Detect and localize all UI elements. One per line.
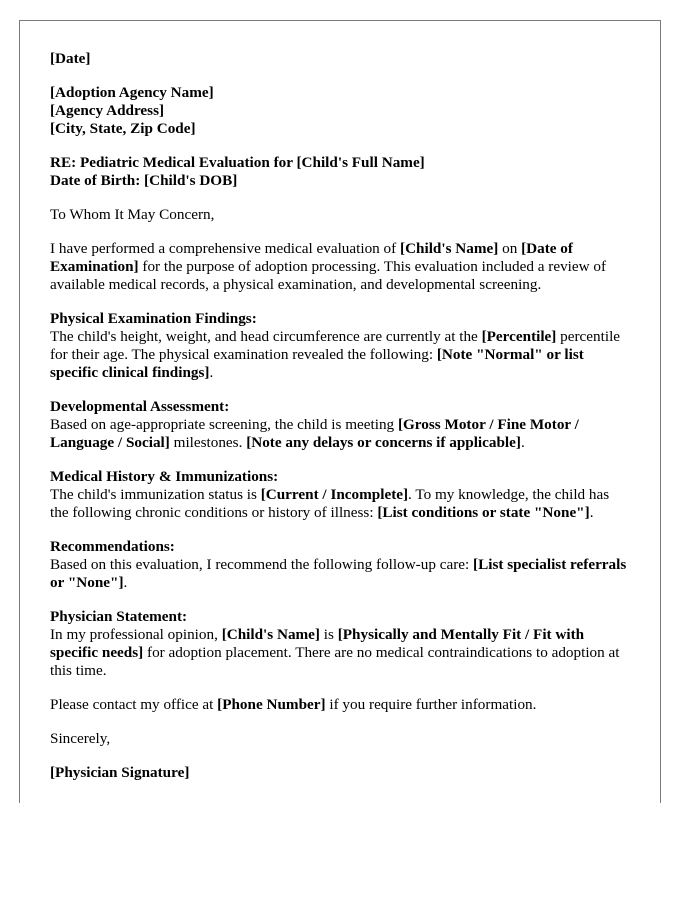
closing: Sincerely,	[50, 730, 111, 747]
physician-statement-heading: Physician Statement:	[50, 608, 188, 625]
history-text-3: .	[589, 504, 594, 521]
medical-history-heading: Medical History & Immunizations:	[50, 468, 279, 485]
physical-exam-section	[50, 310, 630, 382]
delays-placeholder: [Note any delays or concerns if applicable]	[246, 434, 521, 451]
letter-date: [Date]	[50, 50, 91, 67]
conditions-placeholder: [List conditions or state "None"]	[377, 504, 590, 521]
recommendations-section	[50, 538, 630, 592]
agency-name: [Adoption Agency Name]	[50, 84, 214, 101]
intro-text-1: I have performed a comprehensive medical evaluation of	[50, 240, 401, 257]
medical-history-paragraph	[50, 486, 630, 522]
child-name-placeholder: [Child's Name]	[400, 240, 499, 257]
agency-address: [Agency Address]	[50, 102, 165, 119]
statement-text-1: In my professional opinion,	[50, 626, 222, 643]
physical-exam-heading: Physical Examination Findings:	[50, 310, 257, 327]
developmental-heading: Developmental Assessment:	[50, 398, 230, 415]
agency-city-state-zip: [City, State, Zip Code]	[50, 120, 196, 137]
developmental-text-3: .	[520, 434, 525, 451]
recipient-address-block	[50, 84, 630, 138]
recommendations-paragraph	[50, 556, 630, 592]
history-text-1: The child's immunization status is	[50, 486, 261, 503]
developmental-section	[50, 398, 630, 452]
contact-paragraph	[50, 696, 630, 714]
contact-text-2: if you require further information.	[325, 696, 537, 713]
physician-statement-section	[50, 608, 630, 680]
physician-statement-paragraph	[50, 626, 630, 680]
physical-text-3: .	[209, 364, 214, 381]
developmental-text-2: milestones.	[169, 434, 247, 451]
physical-text-2: percentile for their age. The physical examination revealed the following:	[50, 328, 621, 363]
referrals-placeholder: [List specialist referrals or "None"]	[50, 556, 627, 591]
phone-number-placeholder: [Phone Number]	[217, 696, 326, 713]
clinical-findings-placeholder: [Note "Normal" or list specific clinical findings]	[50, 346, 584, 381]
recommendations-text-2: .	[123, 574, 128, 591]
milestones-placeholder: [Gross Motor / Fine Motor / Language / Social]	[50, 416, 579, 451]
physician-signature: [Physician Signature]	[50, 764, 190, 781]
salutation: To Whom It May Concern,	[50, 206, 215, 223]
date-of-birth-line: Date of Birth: [Child's DOB]	[50, 172, 238, 189]
intro-text-2: on	[498, 240, 522, 257]
medical-history-section	[50, 468, 630, 522]
contact-text-1: Please contact my office at	[50, 696, 218, 713]
developmental-paragraph	[50, 416, 630, 452]
recommendations-text-1: Based on this evaluation, I recommend the following follow-up care:	[50, 556, 474, 573]
developmental-text-1: Based on age-appropriate screening, the child is meeting	[50, 416, 398, 433]
intro-paragraph	[50, 240, 630, 294]
subject-line: RE: Pediatric Medical Evaluation for [Child's Full Name]	[50, 154, 425, 171]
physical-text-1: The child's height, weight, and head circumference are currently at the	[50, 328, 482, 345]
statement-text-3: for adoption placement. There are no medical contraindications to adoption at this time.	[50, 644, 620, 679]
recommendations-heading: Recommendations:	[50, 538, 175, 555]
immunization-status-placeholder: [Current / Incomplete]	[260, 486, 409, 503]
history-text-2: . To my knowledge, the child has the following chronic conditions or history of illness:	[50, 486, 610, 521]
statement-child-name-placeholder: [Child's Name]	[221, 626, 320, 643]
fitness-placeholder: [Physically and Mentally Fit / Fit with specific needs]	[50, 626, 585, 661]
subject-block	[50, 154, 630, 190]
intro-text-3: for the purpose of adoption processing. This evaluation included a review of available medical records, a physical examination, and developmental screening.	[50, 258, 607, 293]
statement-text-2: is	[319, 626, 338, 643]
exam-date-placeholder: [Date of Examination]	[50, 240, 573, 275]
physical-exam-paragraph	[50, 328, 630, 382]
letter-page	[19, 20, 661, 803]
percentile-placeholder: [Percentile]	[481, 328, 557, 345]
